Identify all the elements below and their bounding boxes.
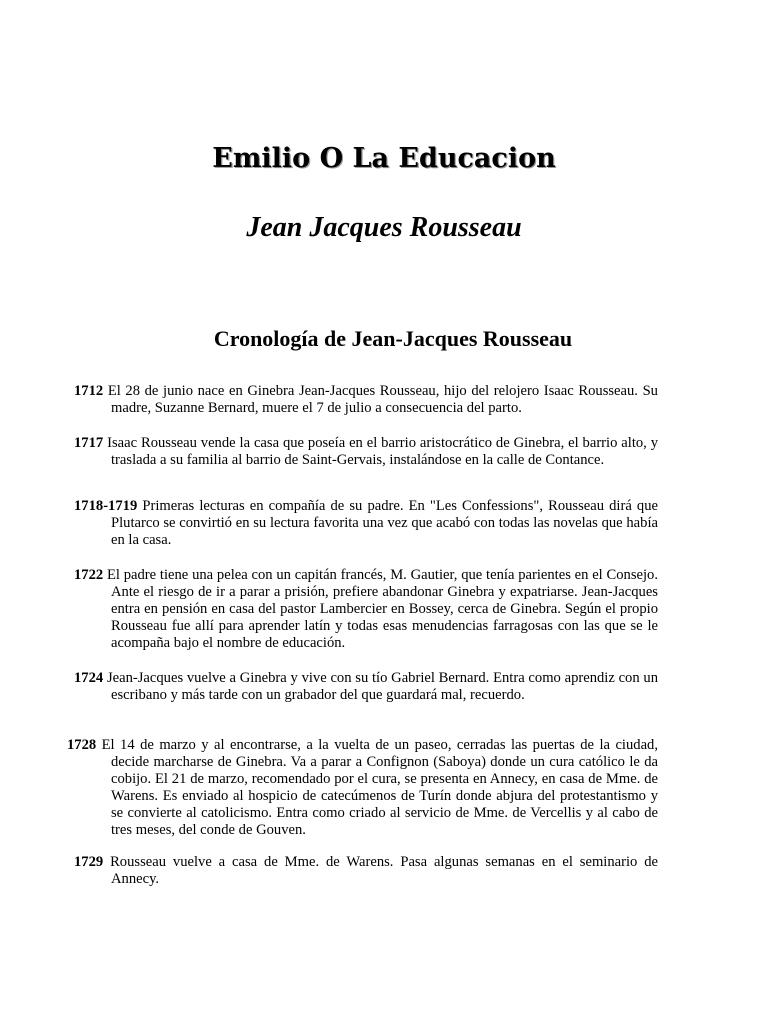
chronology-entry-1712 xyxy=(74,383,658,417)
entry-text: El 28 de junio nace en Ginebra Jean-Jacques Rousseau, hijo del relojero Isaac Rousseau. Su madre, Suzanne Bernard, muere el 7 de julio a consecuencia del parto. xyxy=(107,383,658,416)
entry-text: Rousseau vuelve a casa de Mme. de Warens. Pasa algunas semanas en el seminario de Annecy. xyxy=(110,854,659,887)
chronology-heading: Cronología de Jean-Jacques Rousseau xyxy=(213,326,573,351)
chronology-entry-1728 xyxy=(67,737,658,839)
chronology-entry-1718-1719 xyxy=(74,498,658,549)
chronology-entry-1724 xyxy=(74,670,658,704)
entry-year: 1722 xyxy=(74,567,104,583)
entry-year: 1717 xyxy=(74,435,104,451)
entry-text: El 14 de marzo y al encontrarse, a la vuelta de un paseo, cerradas las puertas de la ciudad, decide marcharse de Ginebra. Va a parar a Confignon (Saboya) donde un cura católico le da cobijo. El 21 de marzo, recomendado por el cura, se presenta en Annecy, en casa de Mme. de Warens. Es enviado al hospicio de catecúmenos de Turín donde abjura del protestantismo y se convierte al catolicismo. Entra como criado al servicio de Mme. de Vercellis y al cabo de tres meses, del conde de Gouven. xyxy=(101,737,658,838)
entry-text: Jean-Jacques vuelve a Ginebra y vive con su tío Gabriel Bernard. Entra como aprendiz con un escribano y más tarde con un grabador del que guardará mal, recuerdo. xyxy=(106,670,659,703)
entry-year: 1729 xyxy=(74,854,104,870)
entry-year: 1718-1719 xyxy=(74,498,138,514)
entry-year: 1724 xyxy=(74,670,104,686)
document-author: Jean Jacques Rousseau xyxy=(246,212,522,243)
chronology-entry-1717 xyxy=(74,435,658,469)
chronology-entry-1729 xyxy=(74,854,658,888)
entry-text: Primeras lecturas en compañía de su padre. En "Les Confessions", Rousseau dirá que Plutarco se convirtió en su lectura favorita una vez que acabó con todas las novelas que había en la casa. xyxy=(111,498,658,548)
entry-year: 1712 xyxy=(74,383,104,399)
chronology-entry-1722 xyxy=(74,567,658,652)
document-title: Emilio O La Educacion xyxy=(212,143,556,174)
entry-year: 1728 xyxy=(67,737,97,753)
entry-text: El padre tiene una pelea con un capitán francés, M. Gautier, que tenía parientes en el Consejo. Ante el riesgo de ir a parar a prisión, prefiere abandonar Ginebra y expatriarse. Jean-Jacques entra en pensión en casa del pastor Lambercier en Bossey, cerca de Ginebra. Según el propio Rousseau fue allí para aprender latín y todas esas menudencias farragosas con las que se le acompaña bajo el nombre de educación. xyxy=(106,567,659,651)
entry-text: Isaac Rousseau vende la casa que poseía en el barrio aristocrático de Ginebra, el barrio alto, y traslada a su familia al barrio de Saint-Gervais, instalándose en la calle de Contance. xyxy=(107,435,659,468)
